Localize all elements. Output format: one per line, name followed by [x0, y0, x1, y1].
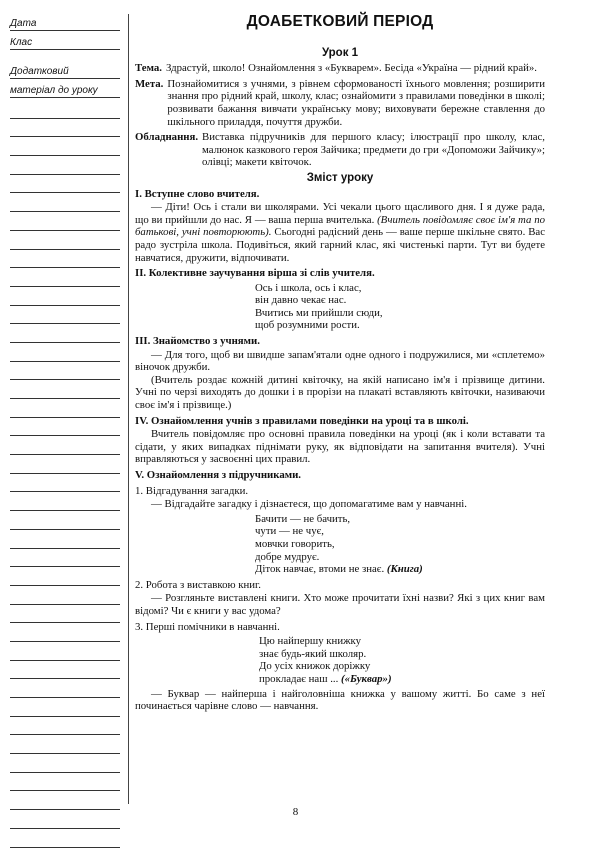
margin-line	[10, 717, 120, 736]
topic-key: Тема.	[135, 62, 162, 75]
riddle-line: добре мудрує.	[255, 550, 320, 563]
margin-line	[10, 156, 120, 175]
section-3-title: ІІІ. Знайомство з учнями.	[135, 335, 260, 348]
margin-line	[10, 193, 120, 212]
margin-writing-lines	[10, 100, 120, 848]
poem-line: щоб розумними рости.	[255, 319, 360, 332]
section-1-paragraph	[135, 201, 545, 264]
poem-line: До усіх книжок доріжку	[259, 660, 371, 673]
goal-value: Познайомитися з учнями, з рівнем сформованості їхнього мовлення; розширити знання про рідний край, школу, клас; ознайомити з правилами поведінки в школі; розвивати бажання вивчати українську мову; виховувати бережне ставлення до шкільного приладдя, почуття дружби.	[167, 77, 545, 128]
item-1-paragraph: — Відгадайте загадку і дізнаєтеся, що допомагатиме вам у навчанні.	[151, 498, 467, 511]
poem-line: Цю найпершу книжку	[259, 635, 362, 648]
riddle-line-text: Діток навчає, втоми не знає.	[255, 563, 385, 576]
poem-line: Вчитись ми прийшли сюди,	[255, 306, 383, 319]
margin-line	[10, 212, 120, 231]
margin-line	[10, 511, 120, 530]
item-3-title: 3. Перші помічники в навчанні.	[135, 620, 280, 633]
margin-line	[10, 324, 120, 343]
section-1-text-c: Сьогодні радісний день — ваше перше шкільне свято. Вас радо зустріла школа. Подивіться, який гарний клас, які чистенькі парти. Тут ви будете навчатися, дружити, відпочивати.	[135, 226, 545, 264]
margin-line	[10, 231, 120, 250]
riddle-line: Бачити — не бачить,	[255, 512, 351, 525]
margin-notes-column	[10, 14, 120, 848]
margin-line	[10, 735, 120, 754]
margin-line	[10, 492, 120, 511]
section-1-title: І. Вступне слово вчителя.	[135, 187, 260, 200]
topic-value: Здрастуй, школо! Ознайомлення з «Букварем». Бесіда «Україна — рідний край».	[165, 62, 537, 75]
content-heading: Зміст уроку	[306, 171, 374, 184]
item-2-title: 2. Робота з виставкою книг.	[135, 578, 261, 591]
poem-bukvar	[135, 635, 545, 685]
margin-line	[10, 418, 120, 437]
riddle-answer: (Книга)	[386, 563, 423, 576]
extra-material-label-2: матеріал до уроку	[10, 81, 120, 98]
riddle	[135, 513, 545, 576]
margin-line	[10, 567, 120, 586]
equipment-value: Виставка підручників для першого класу; ілюстрації про школу, клас, малюнок казкового героя Зайчика; предмети до гри «Допоможи Зайчику»; олівці; макети квіточок.	[202, 131, 545, 169]
lesson-heading: Урок 1	[321, 46, 359, 59]
section-3-paragraph-2: (Вчитель роздає кожній дитині квіточку, на якій написано ім'я і прізвище дитини. Учні по черзі виходять до дошки і в прорізи на плакаті вставляють квіточки, називаючи своє ім'я і прізвище.)	[135, 373, 545, 412]
margin-line	[10, 399, 120, 418]
extra-material-label-1: Додатковий	[10, 62, 120, 79]
margin-line	[10, 605, 120, 624]
page-content	[135, 14, 545, 713]
margin-line	[10, 623, 120, 642]
margin-line	[10, 642, 120, 661]
section-5-title: V. Ознайомлення з підручниками.	[135, 469, 302, 481]
item-2-paragraph: — Розгляньте виставлені книги. Хто може прочитати їхні назви? Які з цих книг вам відомі? Чи є книги у вас удома?	[135, 592, 545, 617]
section-4-paragraph: Вчитель повідомляє про основні правила поведінки на уроці (як і коли вставати та сідати, у яких випадках піднімати руку, як відповідати на запитання вчителя). Учні вправляються у засвоєнні цих правил.	[135, 428, 545, 466]
margin-line	[10, 679, 120, 698]
margin-line	[10, 380, 120, 399]
page-number: 8	[292, 806, 299, 818]
riddle-line-last	[255, 563, 545, 576]
margin-line	[10, 586, 120, 605]
margin-line	[10, 343, 120, 362]
goal-key: Мета.	[135, 77, 164, 90]
riddle-line: мовчки говорить,	[255, 537, 335, 550]
equipment-key: Обладнання.	[135, 131, 199, 144]
margin-line	[10, 436, 120, 455]
margin-line	[10, 549, 120, 568]
section-3-paragraph-1: — Для того, щоб ви швидше запам'ятали одне одного і подружилися, ми «сплетемо» віночок дружби.	[135, 348, 545, 374]
margin-line	[10, 100, 120, 119]
margin-line	[10, 474, 120, 493]
margin-line	[10, 137, 120, 156]
margin-line	[10, 773, 120, 792]
topic-row	[135, 62, 545, 75]
margin-line	[10, 754, 120, 773]
poem-line-last	[259, 673, 545, 686]
margin-line	[10, 530, 120, 549]
margin-line	[10, 455, 120, 474]
margin-line	[10, 362, 120, 381]
goal-row	[135, 78, 545, 128]
poem-line-text: прокладає наш ...	[259, 672, 339, 685]
margin-line	[10, 698, 120, 717]
poem-answer: («Буквар»)	[341, 672, 392, 685]
margin-line	[10, 175, 120, 194]
margin-line	[10, 119, 120, 138]
margin-line	[10, 829, 120, 848]
poem-line: Ось і школа, ось і клас,	[255, 281, 362, 294]
margin-line	[10, 287, 120, 306]
riddle-line: чути — не чує,	[255, 525, 324, 538]
margin-line	[10, 250, 120, 269]
section-4-title: IV. Ознайомлення учнів з правилами поведінки на уроці та в школі.	[135, 414, 469, 427]
page-title: ДОАБЕТКОВИЙ ПЕРІОД	[246, 13, 434, 30]
margin-divider	[128, 14, 129, 804]
poem-line: він давно чекає нас.	[255, 294, 347, 307]
item-1-title: 1. Відгадування загадки.	[135, 484, 249, 497]
date-field: Дата	[10, 14, 120, 31]
poem-school	[135, 282, 545, 332]
class-field: Клас	[10, 33, 120, 50]
poem-line: знає будь-який школяр.	[259, 647, 367, 660]
final-paragraph: — Буквар — найперша і найголовніша книжка у вашому житті. Бо саме з неї починається чарівне слово — навчання.	[135, 687, 545, 713]
equipment-row	[135, 131, 545, 169]
section-2-title: ІІ. Колективне заучування вірша зі слів учителя.	[135, 267, 375, 280]
margin-line	[10, 661, 120, 680]
margin-line	[10, 306, 120, 325]
section-1-text-a: — Діти! Ось і стали ви школярами. Усі чекали цього щасливого дня. І я дуже рада, що ви прийшли до нас. Я — ваша перша вчителька.	[135, 201, 545, 226]
section-1-text-italic: (Вчитель повідомляє своє ім'я та по батькові, учні повторюють).	[135, 213, 545, 239]
margin-line	[10, 268, 120, 287]
